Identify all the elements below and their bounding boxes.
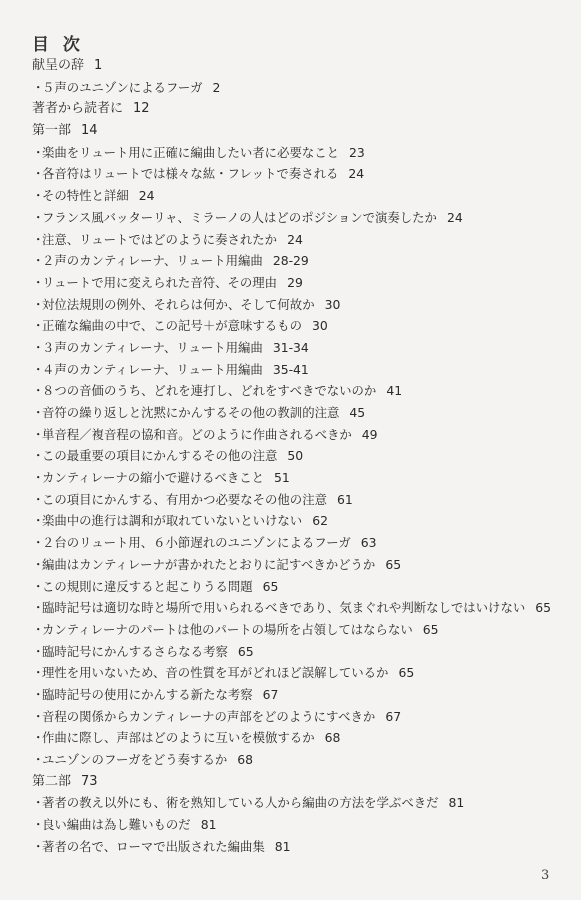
toc-bullet: ・ <box>32 166 45 182</box>
toc-entry-title: フランス風バッターリャ、ミラーノの人はどのポジションで演奏したか <box>42 209 437 225</box>
toc-entry-title: 臨時記号にかんするさらなる考察 <box>42 643 228 659</box>
toc-bullet: ・ <box>32 383 45 399</box>
toc-bullet: ・ <box>32 253 45 269</box>
toc-entry-title: 作曲に際し、声部はどのように互いを模倣するか <box>42 730 315 746</box>
toc-entry-page: 49 <box>361 426 378 442</box>
toc-bullet: ・ <box>32 144 45 160</box>
toc-entry-title: リュートで用に変えられた音符、その理由 <box>42 274 278 290</box>
toc-entry <box>32 337 577 359</box>
toc-bullet: ・ <box>32 231 45 247</box>
toc-entry-page: 65 <box>422 621 439 637</box>
toc-entry-title: ２声のカンティレーナ、リュート用編曲 <box>42 253 263 269</box>
toc-bullet: ・ <box>32 600 45 616</box>
toc-entry-title: 第一部 <box>32 123 72 139</box>
page-number: 3 <box>541 868 550 883</box>
toc-entry-page: 68 <box>324 730 341 746</box>
toc-entry-title: ３声のカンティレーナ、リュート用編曲 <box>42 339 263 355</box>
toc-bullet: ・ <box>32 795 45 811</box>
toc-entry <box>32 510 577 532</box>
toc-entry-page: 65 <box>262 578 279 594</box>
toc-entry <box>32 250 577 272</box>
toc-entry-page: 81 <box>274 838 291 854</box>
toc-entry <box>32 727 577 749</box>
toc-bullet: ・ <box>32 405 45 420</box>
toc-entry-page: 24 <box>446 209 463 225</box>
toc-bullet: ・ <box>32 209 45 225</box>
toc-entry <box>32 641 577 663</box>
toc-bullet: ・ <box>32 426 45 442</box>
toc-entry <box>32 185 577 207</box>
toc-entry-title: 楽曲をリュート用に正確に編曲したい者に必要なこと <box>42 144 340 160</box>
toc-bullet: ・ <box>32 621 45 637</box>
toc-entry-page: 2 <box>212 79 221 95</box>
toc-section-heading <box>32 120 577 142</box>
toc-entry <box>32 597 577 619</box>
toc-bullet: ・ <box>32 339 45 355</box>
toc-entry-title: 楽曲中の進行は調和が取れていないといけない <box>42 513 303 529</box>
toc-entry-page: 68 <box>237 752 254 767</box>
toc-bullet: ・ <box>32 318 45 334</box>
toc-bullet: ・ <box>32 665 45 681</box>
toc-entry-page: 14 <box>81 123 98 139</box>
toc-bullet: ・ <box>32 730 45 746</box>
toc-entry <box>32 294 577 316</box>
toc-entry-page: 65 <box>237 643 254 659</box>
toc-entry-page: 12 <box>133 101 150 117</box>
toc-bullet: ・ <box>32 708 45 724</box>
toc-entry-page: 24 <box>138 188 155 204</box>
toc-entry-title: 理性を用いないため、音の性質を耳がどれほど誤解しているか <box>42 665 389 681</box>
toc-entry-page: 35-41 <box>272 361 309 377</box>
toc-entry <box>32 315 577 337</box>
toc-entry-page: 24 <box>287 231 303 247</box>
toc-entry-page: 45 <box>349 405 366 420</box>
toc-entry <box>32 792 577 814</box>
toc-bullet: ・ <box>32 470 45 486</box>
toc-bullet: ・ <box>32 513 45 529</box>
toc-entry <box>32 749 577 771</box>
toc-entry-page: 63 <box>360 535 377 551</box>
toc-list <box>32 55 577 857</box>
toc-bullet: ・ <box>32 578 45 594</box>
toc-entry-title: ８つの音価のうち、どれを連打し、どれをすべきでないのか <box>42 383 377 399</box>
toc-entry-page: 30 <box>324 296 341 312</box>
toc-bullet: ・ <box>32 838 45 854</box>
toc-entry-title: 音符の繰り返しと沈黙にかんするその他の教訓的注意 <box>42 405 340 420</box>
toc-entry-title: 正確な編曲の中で、この記号＋が意味するもの <box>42 318 302 334</box>
toc-entry-page: 50 <box>287 448 304 464</box>
toc-entry <box>32 554 577 576</box>
toc-entry <box>32 814 577 836</box>
toc-entry-title: 注意、リュートではどのように奏されたか <box>42 231 278 247</box>
toc-bullet: ・ <box>32 361 45 377</box>
toc-entry-title: ２台のリュート用、６小節遅れのユニゾンによるフーガ <box>42 535 351 551</box>
toc-entry <box>32 445 577 467</box>
toc-entry-title: 音程の関係からカンティレーナの声部をどのようにすべきか <box>42 708 376 724</box>
toc-entry-page: 73 <box>81 773 98 789</box>
toc-entry-page: 67 <box>262 686 279 702</box>
toc-entry-title: 各音符はリュートでは様々な紘・フレットで奏される <box>42 166 339 182</box>
toc-entry-page: 23 <box>349 144 365 160</box>
toc-entry-title: 著者の教え以外にも、術を熟知している人から編曲の方法を学ぶべきだ <box>42 795 439 811</box>
toc-entry-title: 臨時記号の使用にかんする新たな考察 <box>42 686 253 702</box>
toc-entry-page: 65 <box>535 600 552 616</box>
toc-section-heading <box>32 55 577 77</box>
toc-entry-page: 81 <box>448 795 465 811</box>
toc-entry <box>32 662 577 684</box>
toc-entry-page: 81 <box>200 817 217 833</box>
toc-bullet: ・ <box>32 491 45 507</box>
toc-entry <box>32 380 577 402</box>
toc-entry-page: 24 <box>348 166 365 182</box>
toc-entry-title: この規則に違反すると起こりうる問題 <box>42 578 253 594</box>
toc-entry-page: 61 <box>336 491 353 507</box>
toc-entry-page: 51 <box>274 470 290 486</box>
toc-entry <box>32 272 577 294</box>
toc-entry-title: 編曲はカンティレーナが書かれたとおりに記すべきかどうか <box>42 556 376 572</box>
toc-entry <box>32 619 577 641</box>
toc-bullet: ・ <box>32 752 45 767</box>
toc-entry <box>32 142 577 164</box>
toc-entry-title: 第二部 <box>32 773 72 789</box>
toc-entry <box>32 207 577 229</box>
toc-entry <box>32 684 577 706</box>
toc-title: 目 次 <box>32 35 84 55</box>
toc-entry <box>32 163 577 185</box>
toc-entry-title: この項目にかんする、有用かつ必要なその他の注意 <box>42 491 327 507</box>
toc-entry-page: 29 <box>287 274 303 290</box>
toc-entry <box>32 532 577 554</box>
toc-entry-title: ５声のユニゾンによるフーガ <box>42 79 203 95</box>
toc-bullet: ・ <box>32 643 45 659</box>
toc-entry-title: 献呈の辞 <box>32 58 85 73</box>
toc-bullet: ・ <box>32 296 45 312</box>
toc-entry-page: 62 <box>312 513 328 529</box>
toc-entry-page: 31-34 <box>272 339 309 355</box>
toc-entry-title: 著者の名で、ローマで出版された編曲集 <box>42 838 265 854</box>
toc-entry <box>32 467 577 489</box>
toc-section-heading <box>32 771 577 793</box>
toc-bullet: ・ <box>32 535 45 551</box>
toc-entry-page: 28-29 <box>272 253 309 269</box>
toc-entry-page: 41 <box>386 383 403 399</box>
toc-entry-title: ４声のカンティレーナ、リュート用編曲 <box>42 361 263 377</box>
toc-entry-title: 単音程／複音程の協和音。どのように作曲されるべきか <box>42 426 352 442</box>
toc-entry <box>32 836 577 858</box>
toc-bullet: ・ <box>32 817 45 833</box>
toc-section-heading <box>32 98 577 120</box>
toc-entry <box>32 576 577 598</box>
toc-bullet: ・ <box>32 274 45 290</box>
toc-entry <box>32 402 577 424</box>
toc-bullet: ・ <box>32 686 45 702</box>
toc-entry-title: この最重要の項目にかんするその他の注意 <box>42 448 278 464</box>
toc-entry-title: 対位法規則の例外、それらは何か、そして何故か <box>42 296 315 312</box>
toc-entry-page: 1 <box>94 58 103 73</box>
toc-entry <box>32 77 577 99</box>
toc-entry-title: カンティレーナのパートは他のパートの場所を占領してはならない <box>42 621 413 637</box>
toc-entry-title: 良い編曲は為し難いものだ <box>42 817 191 833</box>
toc-bullet: ・ <box>32 556 45 572</box>
toc-bullet: ・ <box>32 188 45 204</box>
toc-entry <box>32 489 577 511</box>
toc-entry <box>32 706 577 728</box>
toc-entry <box>32 229 577 251</box>
toc-entry-title: その特性と詳細 <box>42 188 129 204</box>
toc-entry-title: ユニゾンのフーガをどう奏するか <box>42 752 228 767</box>
toc-entry-page: 65 <box>385 556 402 572</box>
toc-bullet: ・ <box>32 79 45 95</box>
toc-entry <box>32 359 577 381</box>
toc-entry-title: 著者から読者に <box>32 101 124 117</box>
toc-entry-page: 65 <box>398 665 415 681</box>
toc-entry-title: カンティレーナの縮小で避けるべきこと <box>42 470 265 486</box>
toc-bullet: ・ <box>32 448 45 464</box>
toc-entry-page: 30 <box>311 318 328 334</box>
toc-entry-page: 67 <box>385 708 402 724</box>
toc-entry-title: 臨時記号は適切な時と場所で用いられるべきであり、気まぐれや判断なしではいけない <box>42 600 526 616</box>
toc-entry <box>32 424 577 446</box>
